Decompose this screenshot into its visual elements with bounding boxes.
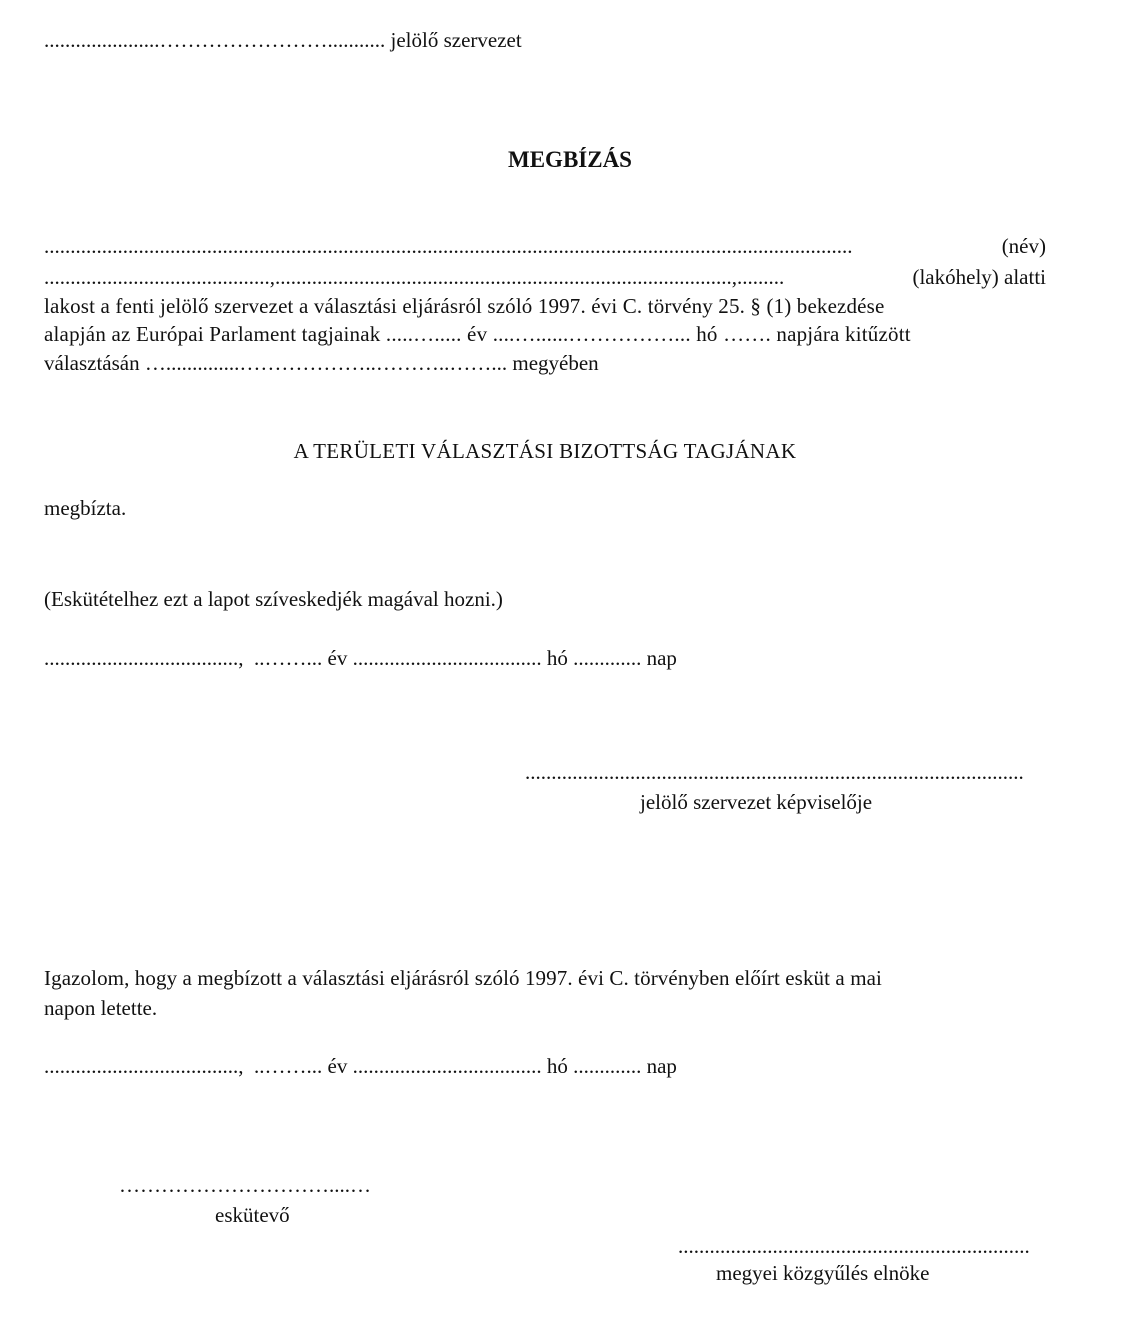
mandate-paragraph-line-3: lakost a fenti jelölő szervezet a választási eljárásról szóló 1997. évi C. törvény 25. § (1) bekezdése — [44, 294, 885, 318]
representative-signature-label: jelölő szervezet képviselője — [640, 790, 873, 814]
mandate-paragraph-line-4: alapján az Európai Parlament tagjainak .....…..... év ....…......……………... hó ……. napjára kitűzött — [44, 322, 911, 346]
role-heading: A TERÜLETI VÁLASZTÁSI BIZOTTSÁG TAGJÁNAK — [293, 439, 797, 463]
mandate-paragraph-line-5: választásán …..............………………..………..……... megyében — [44, 351, 599, 375]
residence-label: (lakóhely) alatti — [912, 265, 1046, 289]
assigned-text: megbízta. — [44, 496, 127, 520]
certification-line-1: Igazolom, hogy a megbízott a választási eljárásról szóló 1997. évi C. törvényben előírt esküt a mai — [44, 966, 882, 990]
document-title: MEGBÍZÁS — [508, 147, 632, 172]
oath-note: (Eskütételhez ezt a lapot szíveskedjék magával hozni.) — [44, 587, 503, 611]
name-label: (név) — [1001, 234, 1046, 258]
residence-line — [44, 265, 1046, 290]
representative-signature-dots: ............................................................................................... — [525, 760, 1024, 784]
date-line-1: ....................................., ..……... év .................................... hó ............. nap — [44, 646, 677, 670]
president-signature-label: megyei közgyűlés elnöke — [716, 1261, 930, 1285]
name-dots: .......................................................................................................................................................... — [44, 234, 853, 258]
certification-line-2: napon letette. — [44, 996, 158, 1020]
residence-dots: ...........................................,.......................................................................................,......... — [44, 265, 785, 289]
president-signature-dots: ................................................................... — [678, 1234, 1030, 1258]
nominating-organization-line: ......................……………………........... jelölő szervezet — [44, 28, 522, 52]
oath-taker-signature-label: eskütevő — [215, 1203, 290, 1227]
date-line-2: ....................................., ..……... év .................................... hó ............. nap — [44, 1054, 677, 1078]
oath-taker-signature-dots: …………………………....… — [119, 1173, 371, 1197]
name-line — [44, 234, 1046, 259]
